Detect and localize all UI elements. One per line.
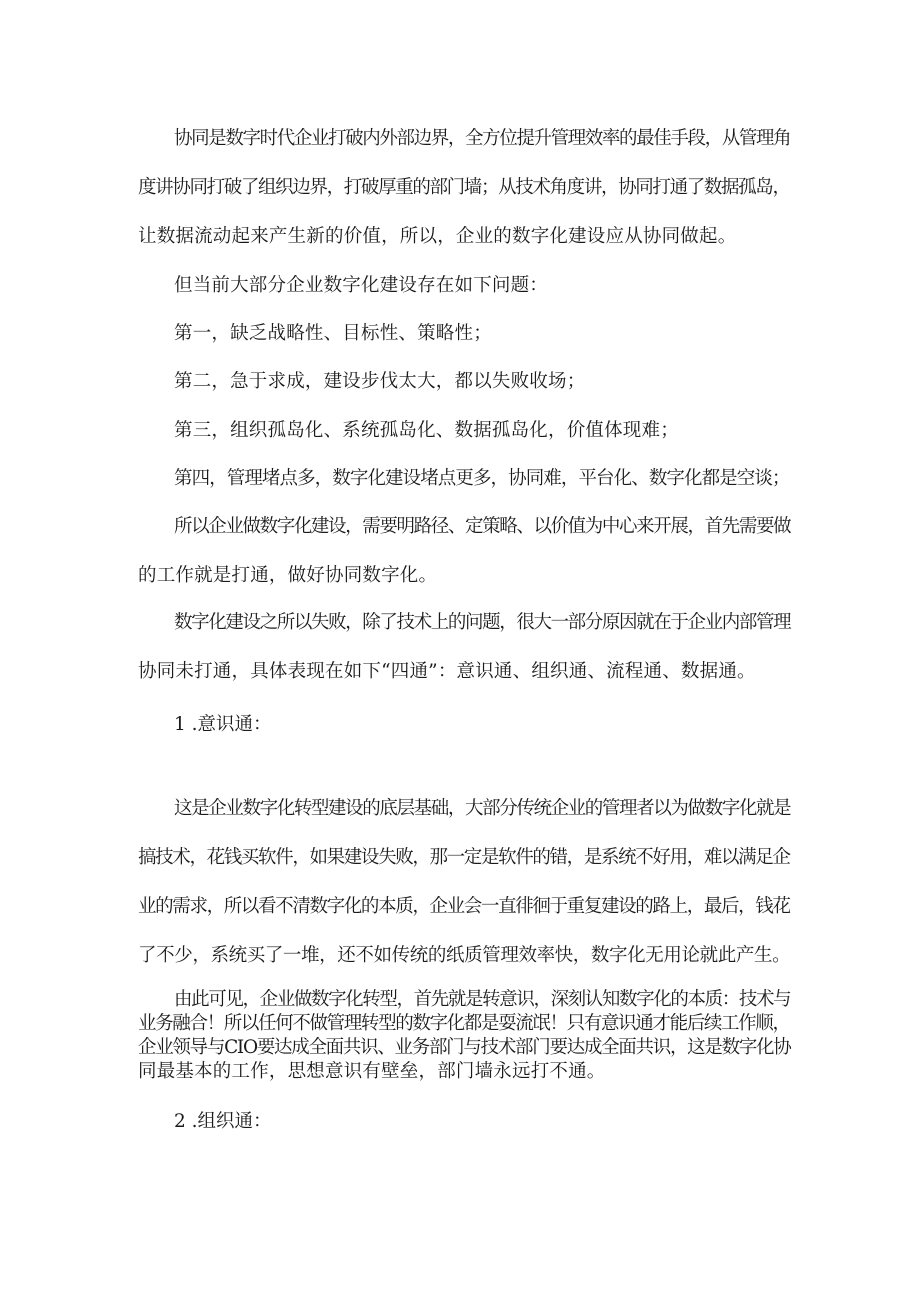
paragraph-awareness-a — [138, 784, 790, 980]
section-heading-1: 1 .意识通： — [174, 714, 272, 735]
text-line: 业的需求，所以看不清数字化的本质，企业会一直徘徊于重复建设的路上，最后，钱花 — [138, 896, 790, 917]
text-line: 搞技术，花钱买软件，如果建设失败，那一定是软件的错，是系统不好用，难以满足企 — [138, 847, 790, 868]
paragraph-awareness-b — [138, 988, 790, 1084]
paragraph-problems-intro — [138, 261, 790, 310]
text-line: 业务融合！所以任何不做管理转型的数字化都是耍流氓！只有意识通才能后续工作顺， — [138, 1013, 790, 1034]
text-line: 所以企业做数字化建设，需要明路径、定策略、以价值为中心来开展，首先需要做 — [174, 516, 791, 537]
text-line: 协同未打通，具体表现在如下“四通”：意识通、组织通、流程通、数据通。 — [138, 661, 756, 682]
paragraph-problem-3 — [138, 406, 790, 455]
paragraph-problem-1 — [138, 309, 790, 358]
text-line: 协同是数字时代企业打破内外部边界，全方位提升管理效率的最佳手段，从管理角 — [174, 128, 791, 149]
text-line: 这是企业数字化转型建设的底层基础，大部分传统企业的管理者以为做数字化就是 — [174, 798, 791, 819]
section-heading-2: 2 .组织通： — [174, 1111, 272, 1132]
text-line: 第一，缺乏战略性、目标性、策略性； — [174, 323, 492, 344]
text-line: 了不少，系统买了一堆，还不如传统的纸质管理效率快，数字化无用论就此产生。 — [138, 945, 791, 966]
text-line: 让数据流动起来产生新的价值，所以，企业的数字化建设应从协同做起。 — [138, 226, 737, 247]
text-line: 数字化建设之所以失败，除了技术上的问题，很大一部分原因就在于企业内部管理 — [174, 612, 791, 633]
text-line: 第三，组织孤岛化、系统孤岛化、数据孤岛化，价值体现难； — [174, 420, 679, 441]
paragraph-conclusion — [138, 502, 790, 600]
text-line: 企业领导与CIO要达成全面共识、业务部门与技术部门要达成全面共识，这是数字化协 — [138, 1037, 791, 1058]
paragraph-problem-2 — [138, 357, 790, 406]
text-line: 由此可见，企业做数字化转型，首先就是转意识，深刻认知数字化的本质：技术与 — [174, 989, 791, 1010]
paragraph-four-connections — [138, 598, 790, 696]
text-line: 但当前大部分企业数字化建设存在如下问题： — [174, 275, 549, 296]
paragraph-intro — [138, 114, 790, 261]
text-line: 的工作就是打通，做好协同数字化。 — [138, 565, 438, 586]
text-line: 同最基本的工作，思想意识有壁垒，部门墙永远打不通。 — [138, 1061, 606, 1082]
text-line: 第二，急于求成，建设步伐太大，都以失败收场； — [174, 371, 586, 392]
text-line: 第四，管理堵点多，数字化建设堵点更多，协同难，平台化、数字化都是空谈； — [174, 468, 790, 489]
text-line: 度讲协同打破了组织边界，打破厚重的部门墙；从技术角度讲，协同打通了数据孤岛， — [138, 177, 790, 198]
paragraph-problem-4 — [138, 454, 790, 503]
